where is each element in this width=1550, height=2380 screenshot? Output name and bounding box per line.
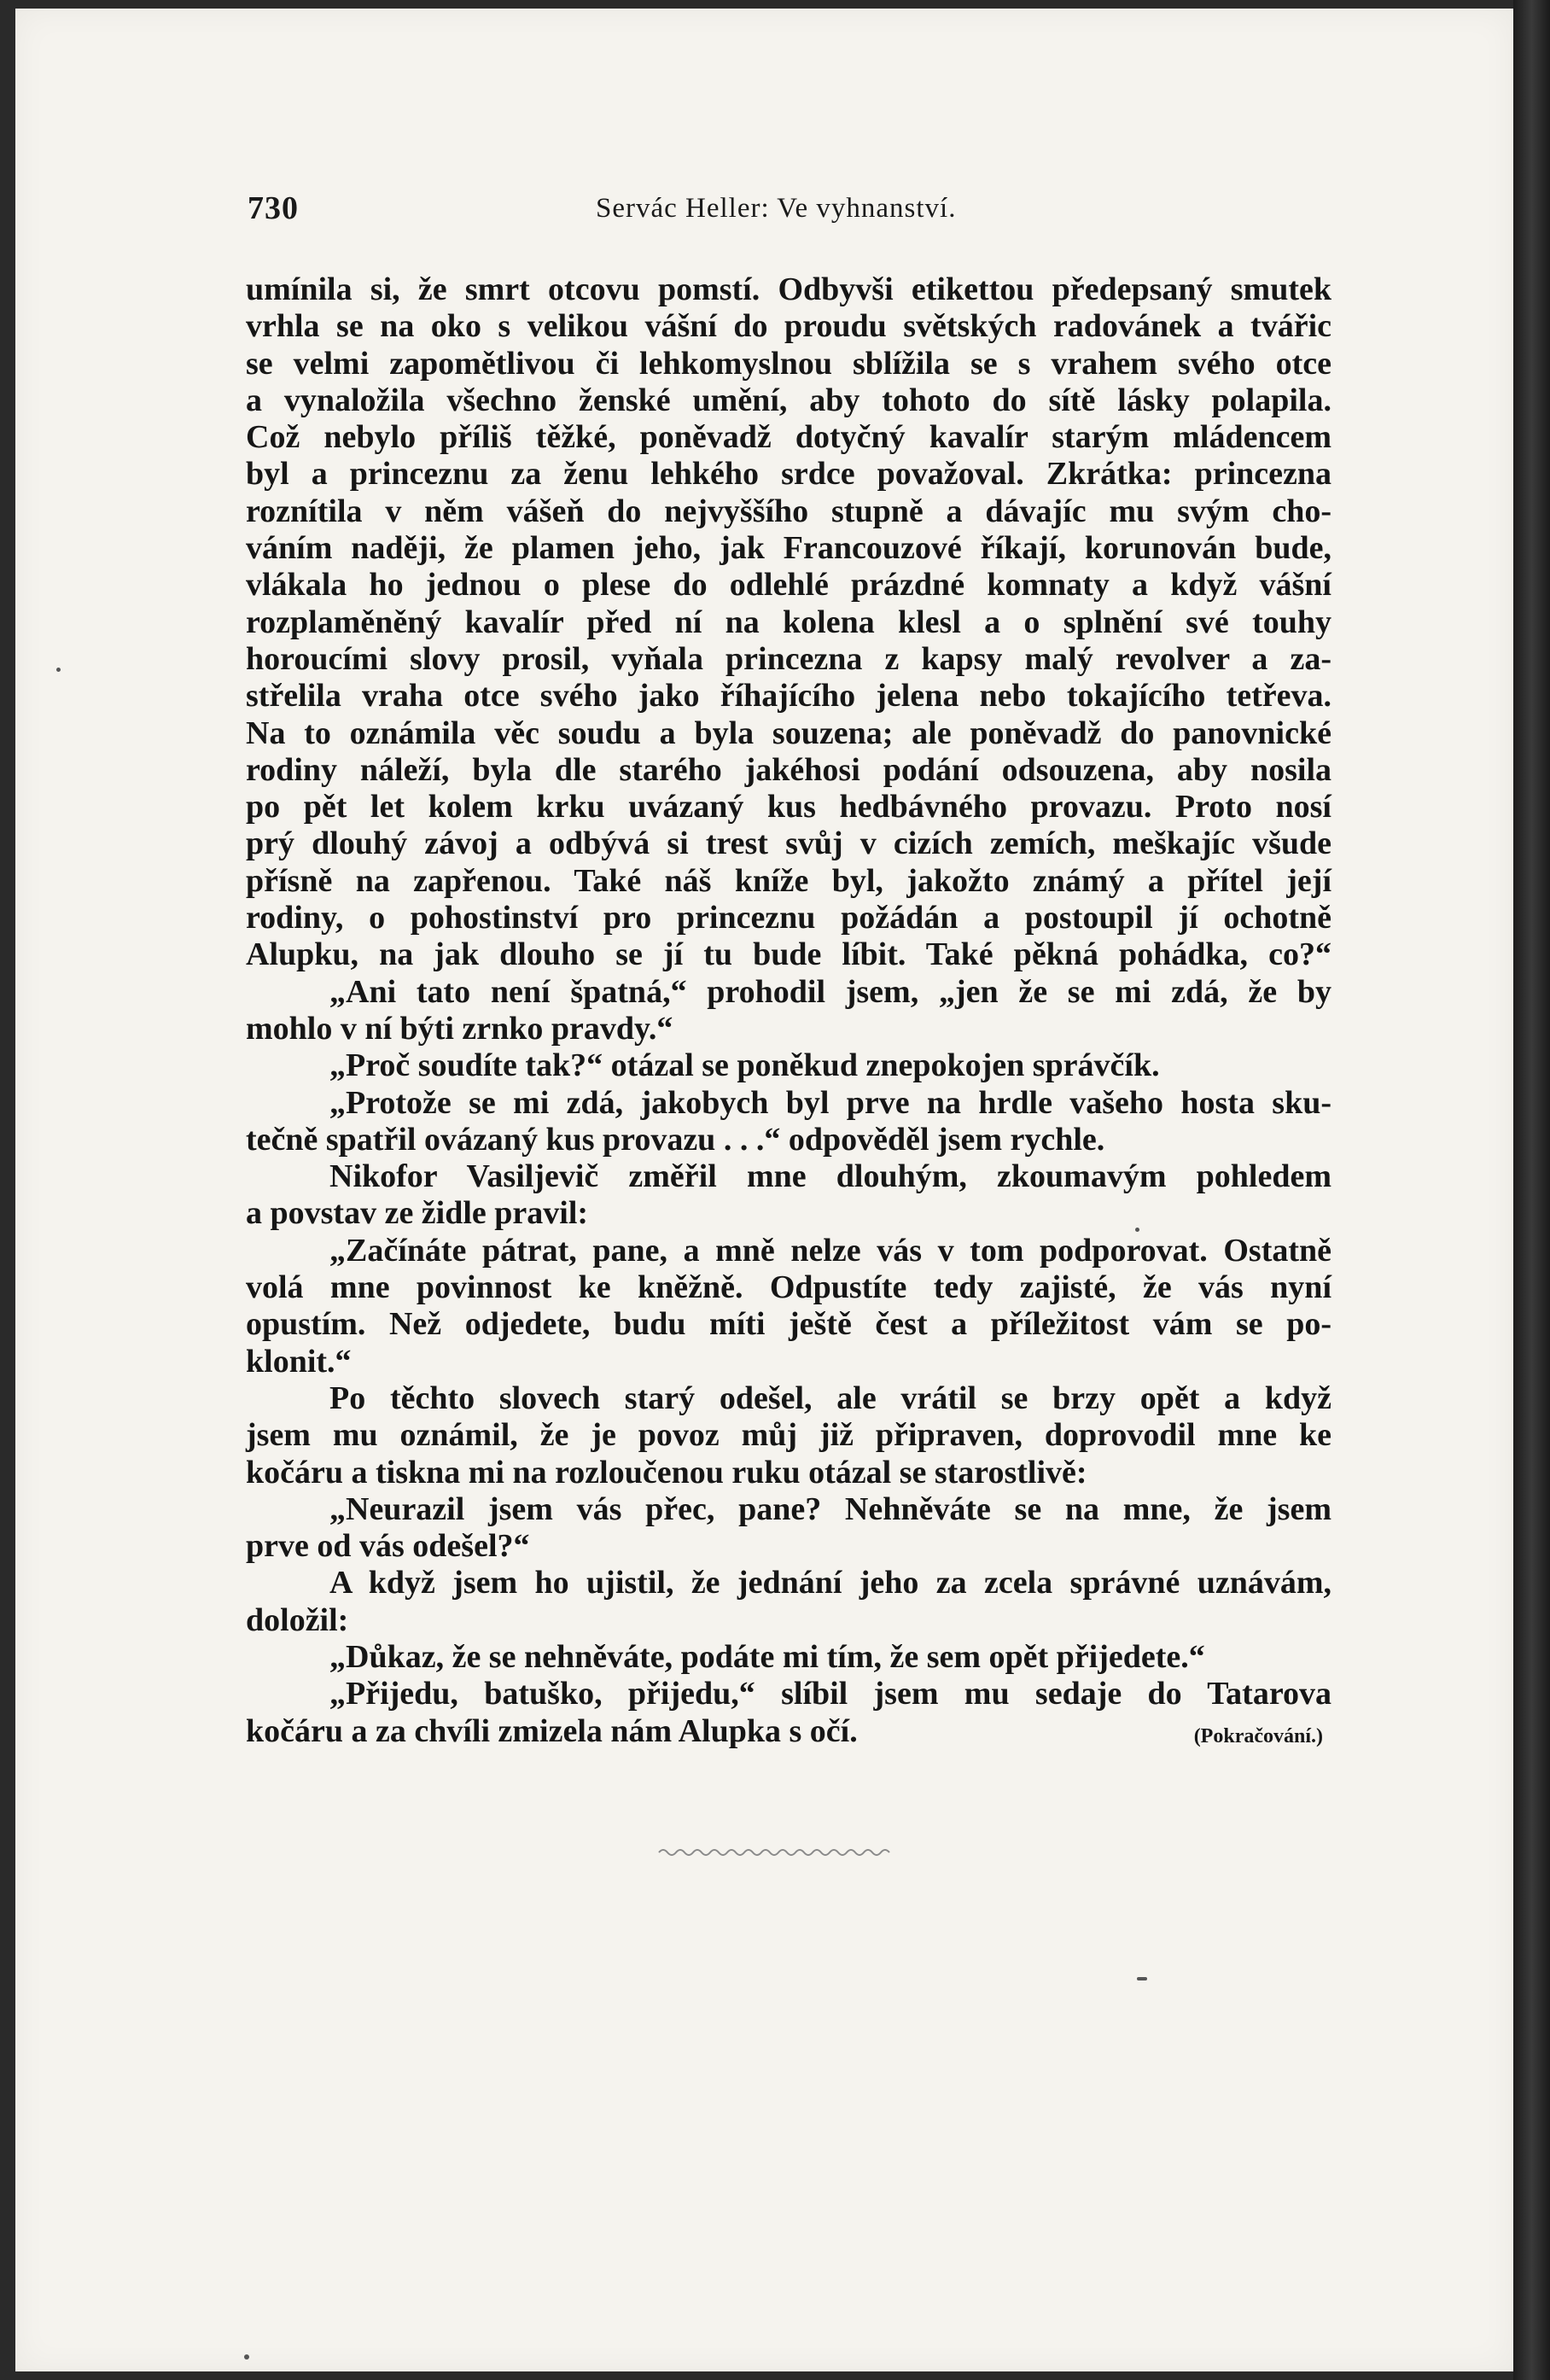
text-line: rodiny náleží, byla dle starého jakéhosi podání odsouzena, aby nosila bbox=[246, 751, 1331, 788]
text-line: váním naději, že plamen jeho, jak Francouzové říkají, korunován bude, bbox=[246, 530, 1331, 567]
text-line: Nikofor Vasiljevič změřil mne dlouhým, zkoumavým pohledem bbox=[329, 1158, 1331, 1195]
body-text bbox=[246, 271, 1331, 1750]
text-line: jsem mu oznámil, že je povoz můj již připraven, doprovodil mne ke bbox=[246, 1417, 1331, 1454]
scan-right-edge bbox=[1513, 0, 1550, 2380]
text-line: a vynaložila všechno ženské umění, aby tohoto do sítě lásky polapila. bbox=[246, 382, 1331, 418]
text-line: prý dlouhý závoj a odbývá si trest svůj v cizích zemích, meškajíc všude bbox=[246, 825, 1331, 862]
text-line: roznítila v něm vášeň do nejvyššího stupně a dávajíc mu svým cho- bbox=[246, 493, 1331, 529]
scan-speck bbox=[244, 2354, 249, 2360]
text-line: doložil: bbox=[246, 1601, 349, 1638]
text-line: „Protože se mi zdá, jakobych byl prve na hrdle vašeho hosta sku- bbox=[329, 1084, 1331, 1121]
scan-speck bbox=[1135, 1228, 1139, 1232]
scan-top-edge bbox=[0, 0, 1550, 9]
text-line: se velmi zapomětlivou či lehkomyslnou sblížila se s vrahem svého otce bbox=[246, 345, 1331, 382]
page-header bbox=[229, 190, 1330, 232]
text-line: vlákala ho jednou o plese do odlehlé prázdné komnaty a když vášní bbox=[246, 567, 1331, 604]
text-line: „Ani tato není špatná,“ prohodil jsem, „jen že se mi zdá, že by bbox=[329, 973, 1331, 1010]
text-line: střelila vraha otce svého jako říhajícího jelena nebo tokajícího tetřeva. bbox=[246, 678, 1331, 715]
text-line-final bbox=[246, 1713, 1331, 1750]
text-line: volá mne povinnost ke kněžně. Odpustíte tedy zajisté, že vás nyní bbox=[246, 1269, 1331, 1306]
text-line: „Důkaz, že se nehněváte, podáte mi tím, že sem opět přijedete.“ bbox=[329, 1638, 1205, 1675]
text-line: kočáru a tiskna mi na rozloučenou ruku otázal se starostlivě: bbox=[246, 1454, 1087, 1490]
text-line: „Začínáte pátrat, pane, a mně nelze vás v tom podporovat. Ostatně bbox=[329, 1232, 1331, 1269]
running-title: Servác Heller: Ve vyhnanství. bbox=[596, 193, 957, 224]
text-line: Což nebylo příliš těžké, poněvadž dotyčný kavalír starým mládencem bbox=[246, 419, 1331, 456]
text-line: „Proč soudíte tak?“ otázal se poněkud znepokojen správčík. bbox=[329, 1047, 1160, 1084]
text-line: byl a princeznu za ženu lehkého srdce považoval. Zkrátka: princezna bbox=[246, 456, 1331, 493]
text-line: vrhla se na oko s velikou vášní do proudu světských radovánek a tvářic bbox=[246, 308, 1331, 345]
scan-speck bbox=[1137, 1977, 1147, 1980]
text-line: Alupku, na jak dlouho se jí tu bude líbit. Také pěkná pohádka, co?“ bbox=[246, 936, 1331, 973]
text-line: a povstav ze židle pravil: bbox=[246, 1195, 589, 1232]
text-line: opustím. Než odjedete, budu míti ještě čest a příležitost vám se po- bbox=[246, 1306, 1331, 1343]
final-line-text: kočáru a za chvíli zmizela nám Alupka s očí. bbox=[246, 1712, 858, 1749]
text-line: Po těchto slovech starý odešel, ale vrátil se brzy opět a když bbox=[329, 1380, 1331, 1416]
text-line: rodiny, o pohostinství pro princeznu požádán a postoupil jí ochotně bbox=[246, 900, 1331, 936]
text-line: horoucími slovy prosil, vyňala princezna z kapsy malý revolver a za- bbox=[246, 640, 1331, 677]
text-line: klonit.“ bbox=[246, 1343, 352, 1380]
text-line: A když jsem ho ujistil, že jednání jeho za zcela správné uznávám, bbox=[329, 1565, 1331, 1601]
text-line: po pět let kolem krku uvázaný kus hedbávného provazu. Proto nosí bbox=[246, 789, 1331, 825]
text-line: Na to oznámila věc soudu a byla souzena; ale poněvadž do panovnické bbox=[246, 715, 1331, 751]
page-number: 730 bbox=[248, 190, 299, 226]
text-line: „Neurazil jsem vás přec, pane? Nehněváte se na mne, že jsem bbox=[329, 1490, 1331, 1527]
text-line: umínila si, že smrt otcovu pomstí. Odbyvši etikettou předepsaný smutek bbox=[246, 271, 1331, 307]
scan-speck bbox=[56, 668, 61, 672]
text-line: tečně spatřil ovázaný kus provazu . . .“ odpověděl jsem rychle. bbox=[246, 1121, 1105, 1158]
ornament-divider-icon bbox=[657, 1842, 896, 1863]
text-line: mohlo v ní býti zrnko pravdy.“ bbox=[246, 1010, 673, 1047]
text-line: přísně na zapřenou. Také náš kníže byl, jakožto známý a přítel její bbox=[246, 862, 1331, 899]
text-line: „Přijedu, batuško, přijedu,“ slíbil jsem mu sedaje do Tatarova bbox=[329, 1676, 1331, 1712]
continuation-note: (Pokračování.) bbox=[1193, 1724, 1323, 1747]
text-line: rozplaměněný kavalír před ní na kolena klesl a o splnění své touhy bbox=[246, 604, 1331, 640]
text-line: prve od vás odešel?“ bbox=[246, 1528, 530, 1565]
